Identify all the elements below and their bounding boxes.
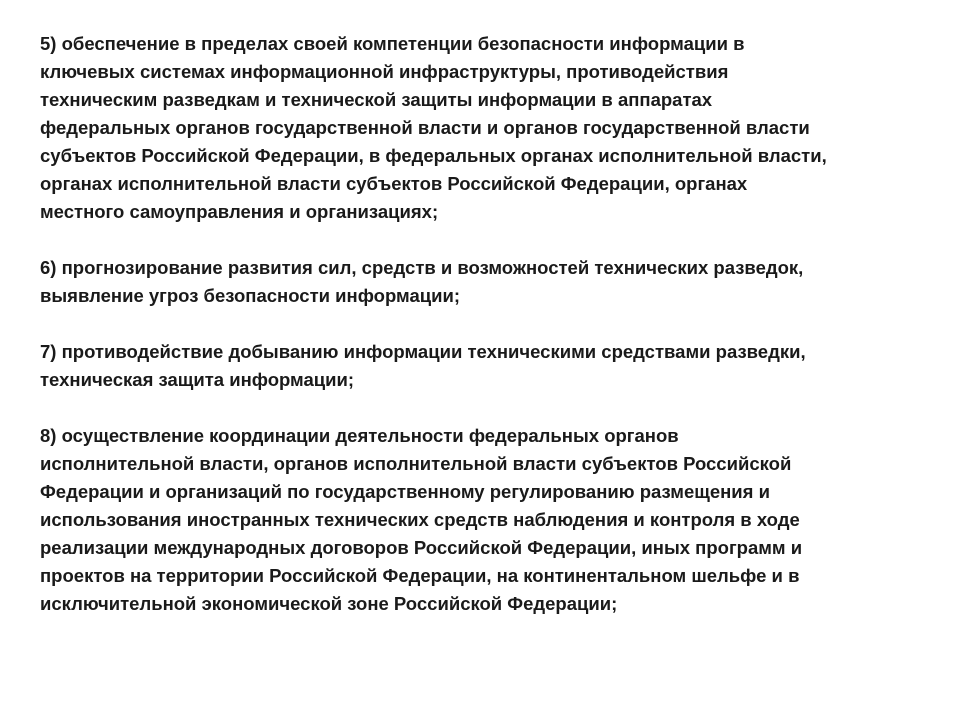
document-body xyxy=(40,30,920,618)
item-8-line-7: исключительной экономической зоне Российской Федерации; xyxy=(40,593,618,614)
item-6-line-1: 6) прогнозирование развития сил, средств и возможностей технических разведок, xyxy=(40,257,804,278)
item-5-line-2: ключевых системах информационной инфраструктуры, противодействия xyxy=(40,61,729,82)
item-7-line-2: техническая защита информации; xyxy=(40,369,355,390)
item-5-line-7: местного самоуправления и организациях; xyxy=(40,201,439,222)
item-5-line-6: органах исполнительной власти субъектов Российской Федерации, органах xyxy=(40,173,748,194)
paragraph-gap xyxy=(40,310,920,338)
paragraph-gap xyxy=(40,394,920,422)
item-7-line-1: 7) противодействие добыванию информации техническими средствами разведки, xyxy=(40,341,806,362)
item-8-line-2: исполнительной власти, органов исполнительной власти субъектов Российской xyxy=(40,453,792,474)
item-5-line-5: субъектов Российской Федерации, в федеральных органах исполнительной власти, xyxy=(40,145,827,166)
item-5-line-3: техническим разведкам и технической защиты информации в аппаратах xyxy=(40,89,713,110)
list-item-6 xyxy=(40,254,920,310)
list-item-7 xyxy=(40,338,920,394)
item-8-line-1: 8) осуществление координации деятельности федеральных органов xyxy=(40,425,679,446)
list-item-8 xyxy=(40,422,920,618)
item-5-line-4: федеральных органов государственной власти и органов государственной власти xyxy=(40,117,810,138)
item-8-line-3: Федерации и организаций по государственному регулированию размещения и xyxy=(40,481,770,502)
item-5-line-1: 5) обеспечение в пределах своей компетенции безопасности информации в xyxy=(40,33,745,54)
paragraph-gap xyxy=(40,226,920,254)
item-8-line-5: реализации международных договоров Российской Федерации, иных программ и xyxy=(40,537,803,558)
list-item-5 xyxy=(40,30,920,226)
item-6-line-2: выявление угроз безопасности информации; xyxy=(40,285,461,306)
item-8-line-6: проектов на территории Российской Федерации, на континентальном шельфе и в xyxy=(40,565,800,586)
item-8-line-4: использования иностранных технических средств наблюдения и контроля в ходе xyxy=(40,509,800,530)
